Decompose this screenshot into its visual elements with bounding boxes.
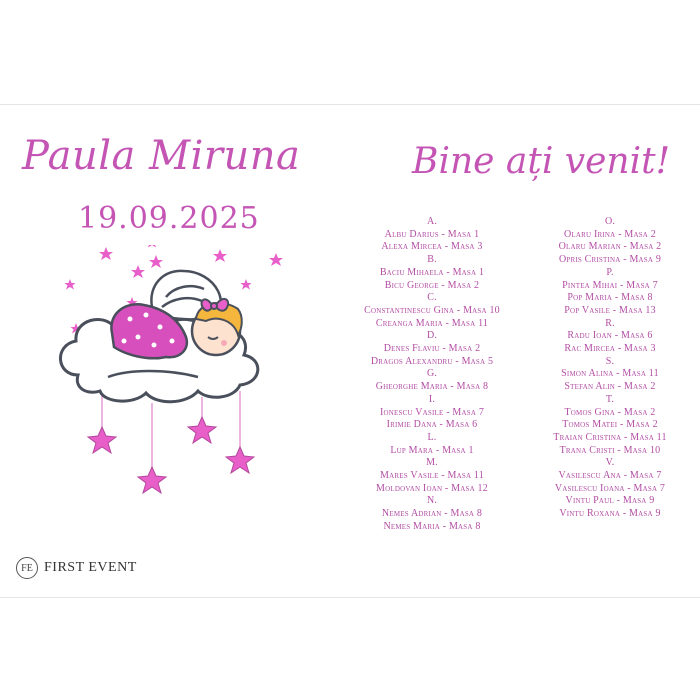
guest-entry: Pop Vasile - Masa 13 (564, 304, 656, 316)
guest-entry: Vintu Paul - Masa 9 (565, 495, 655, 507)
guest-entry: Traian Cristina - Masa 11 (553, 431, 667, 443)
guest-entry: Olaru Irina - Masa 2 (564, 228, 656, 240)
guest-entry: Vasilescu Ioana - Masa 7 (554, 482, 666, 494)
guest-entry: Creanga Maria - Masa 11 (375, 317, 489, 329)
section-letter: A. (426, 216, 438, 227)
guest-entry: Dragos Alexandru - Masa 5 (370, 355, 494, 367)
seating-chart-card (0, 104, 700, 598)
guest-entry: Rac Mircea - Masa 3 (564, 343, 656, 355)
guest-entry: Simon Alina - Masa 11 (561, 368, 659, 380)
guest-entry: Nemes Adrian - Masa 8 (381, 508, 483, 520)
guest-entry: Ionescu Vasile - Masa 7 (379, 406, 485, 418)
guest-entry: Vasilescu Ana - Masa 7 (558, 470, 662, 482)
guest-entry: Lup Mara - Masa 1 (390, 444, 474, 456)
section-letter: G. (426, 368, 438, 380)
event-date: 19.09.2025 (78, 201, 260, 236)
sleeping-baby-on-cloud-icon (48, 245, 308, 545)
mobile-strings (102, 391, 240, 475)
guest-entry: Mares Vasile - Masa 11 (380, 470, 484, 482)
section-letter: O. (604, 216, 616, 227)
guest-entry: Moldovan Ioan - Masa 12 (376, 482, 488, 494)
welcome-title: Bine ați venit! (412, 141, 671, 182)
guest-entry: Trana Cristi - Masa 10 (559, 444, 661, 456)
guest-list-left (332, 216, 532, 534)
section-letter: V. (605, 457, 615, 469)
guest-entry: Vintu Roxana - Masa 9 (559, 508, 661, 520)
guest-entry: Nemes Maria - Masa 8 (383, 520, 481, 532)
guest-entry: Tomos Matei - Masa 2 (562, 419, 658, 431)
baby-name-title: Paula Miruna (22, 133, 301, 179)
brand-name: FIRST EVENT (44, 560, 137, 575)
section-letter: T. (605, 393, 615, 405)
guest-entry: Stefan Alin - Masa 2 (564, 381, 656, 393)
brand-logo (16, 557, 137, 579)
section-letter: P. (606, 266, 614, 278)
guest-entry: Pop Maria - Masa 8 (567, 292, 653, 304)
hanging-stars (88, 417, 254, 493)
section-letter: C. (427, 292, 437, 304)
guest-entry: Alexa Mircea - Masa 3 (381, 241, 483, 253)
cheek (221, 340, 227, 346)
guest-entry: Irimie Dana - Masa 6 (386, 419, 478, 431)
guest-entry: Baciu Mihaela - Masa 1 (379, 266, 485, 278)
guest-entry: Olaru Marian - Masa 2 (558, 241, 662, 253)
guest-entry: Radu Ioan - Masa 6 (567, 330, 653, 342)
guest-entry: Albu Darius - Masa 1 (384, 228, 480, 240)
guest-entry: Constantinescu Gina - Masa 10 (364, 304, 500, 316)
section-letter: N. (426, 495, 438, 507)
section-letter: L. (427, 431, 437, 443)
section-letter: D. (426, 330, 438, 342)
guest-entry: Pintea Mihai - Masa 7 (562, 279, 658, 291)
brand-mark-icon: FE (16, 557, 38, 579)
section-letter: R. (605, 317, 615, 329)
guest-entry: Denes Flaviu - Masa 2 (383, 343, 481, 355)
guest-list-right (510, 216, 700, 521)
guest-entry: Gheorghe Maria - Masa 8 (375, 381, 489, 393)
guest-entry: Bicu George - Masa 2 (384, 279, 480, 291)
section-letter: B. (427, 254, 437, 266)
section-letter: I. (428, 393, 436, 405)
guest-entry: Tomos Gina - Masa 2 (564, 406, 656, 418)
section-letter: S. (605, 355, 615, 367)
guest-entry: Opris Cristina - Masa 9 (558, 254, 662, 266)
section-letter: M. (426, 457, 438, 469)
